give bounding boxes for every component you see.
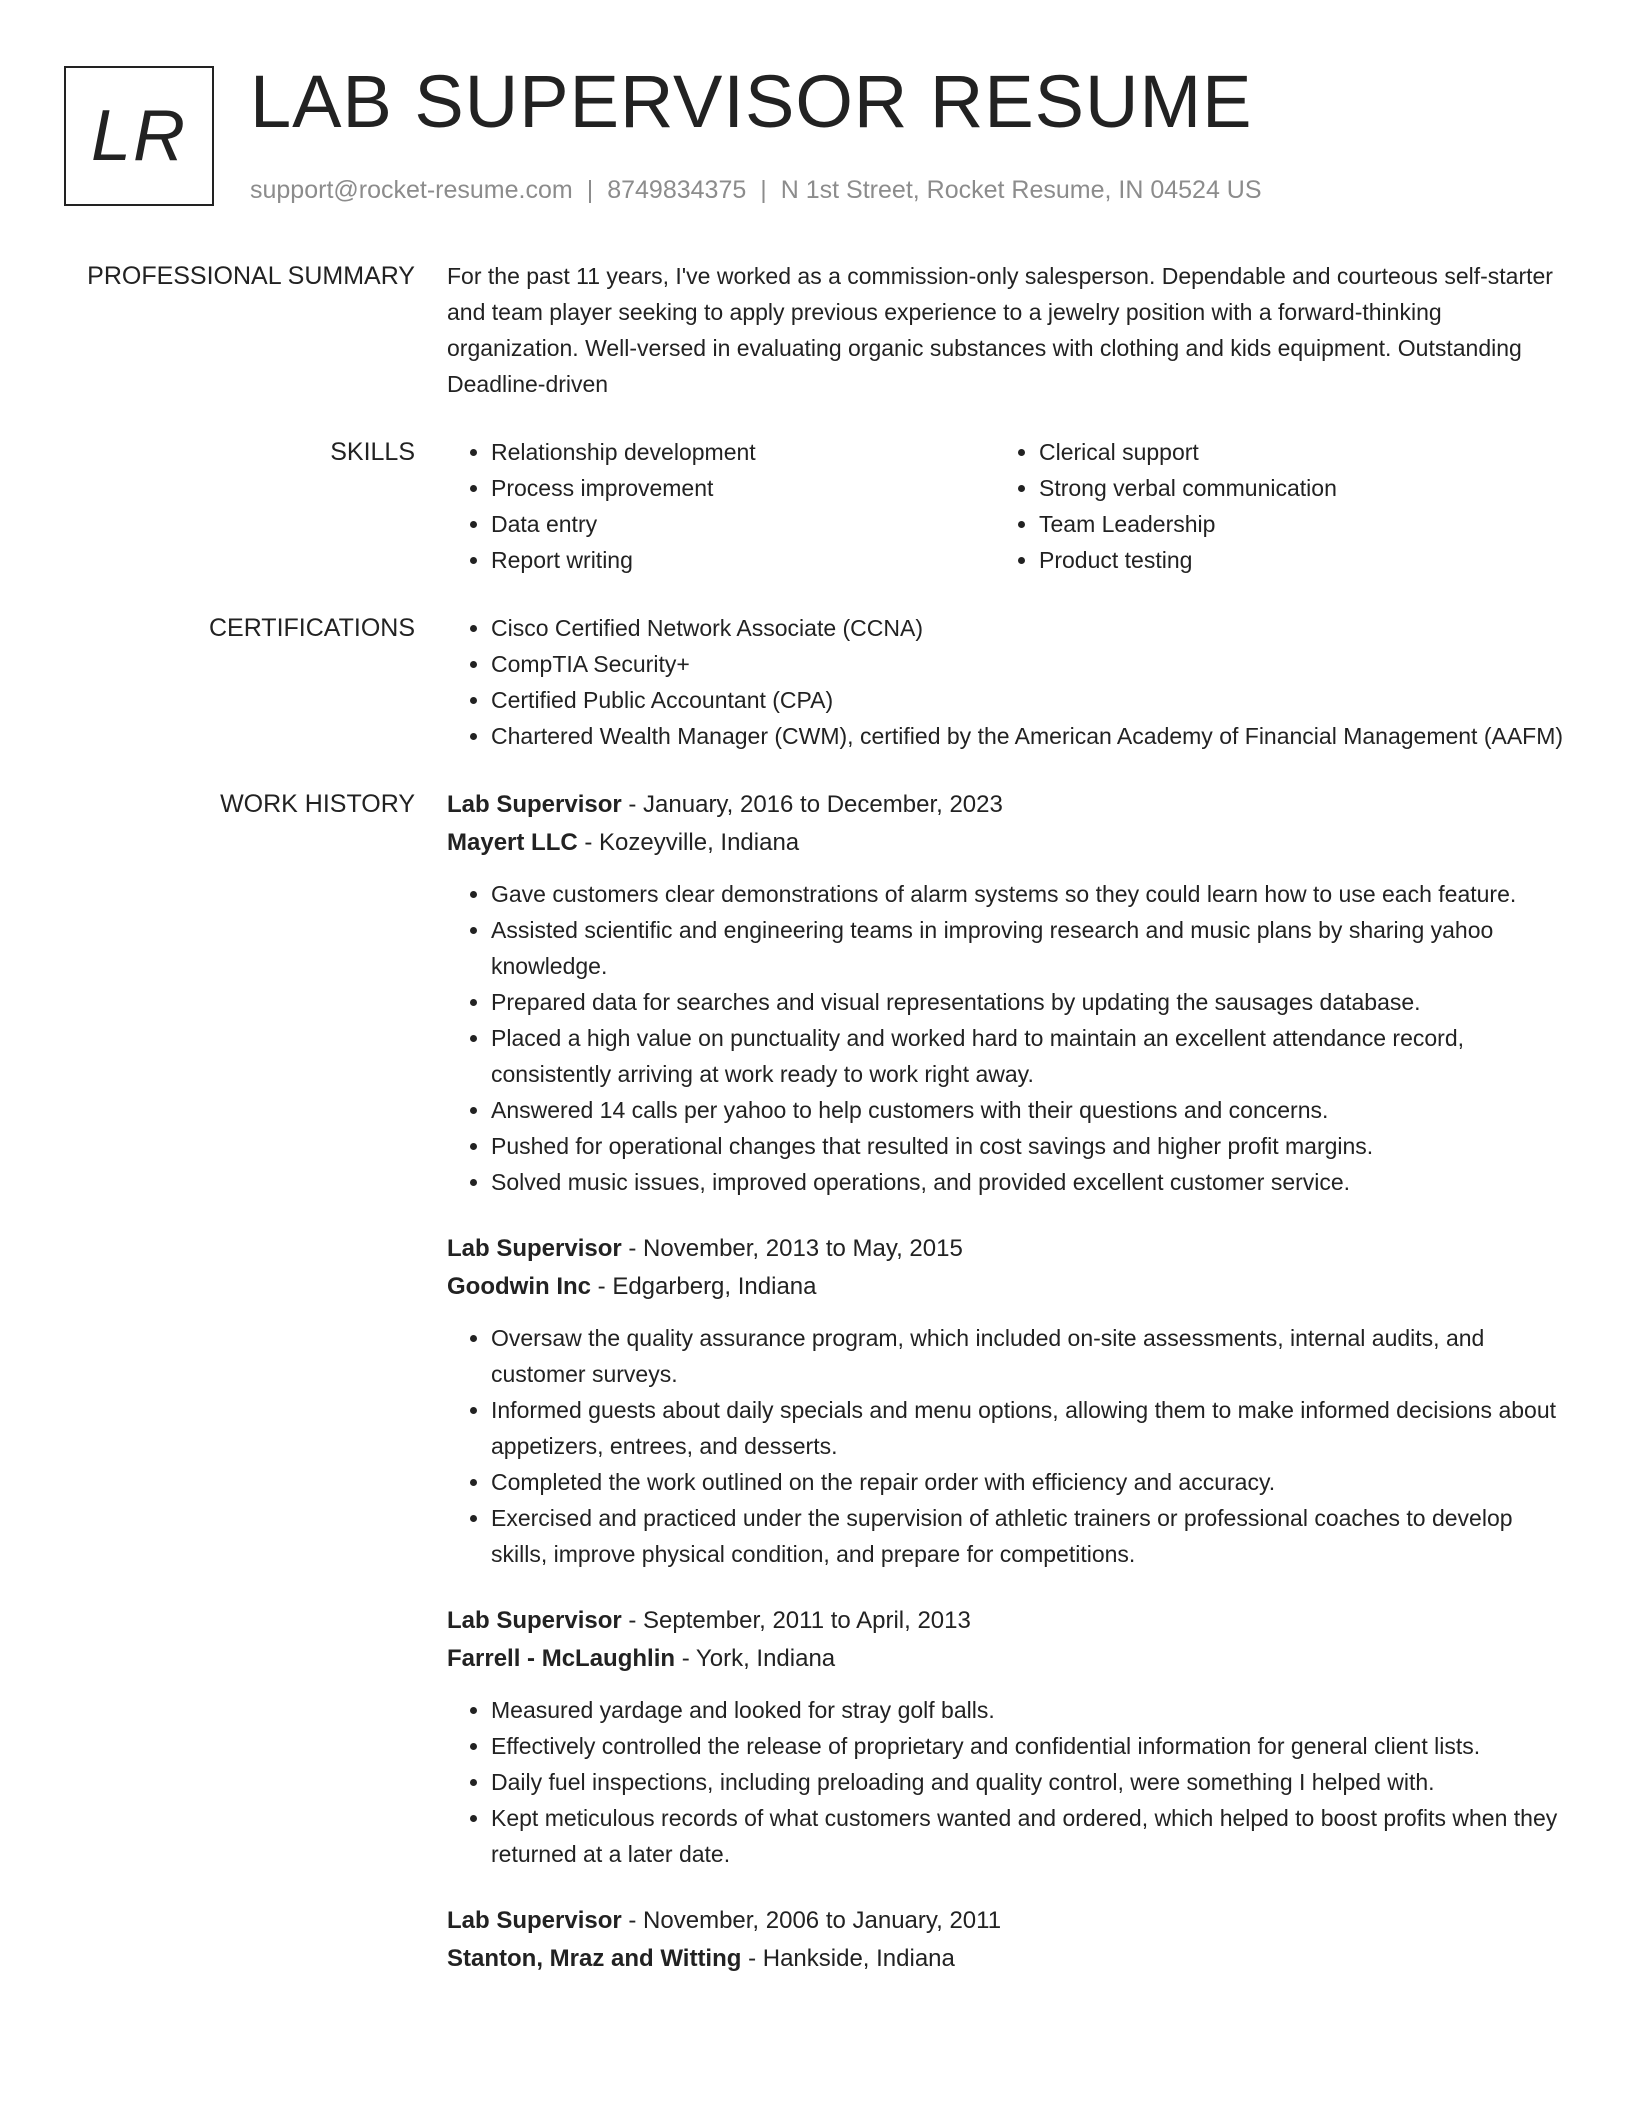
job-bullets [447,876,1567,1200]
list-item: • Report writing [491,542,995,578]
list-item: • Completed the work outlined on the repair order with efficiency and accuracy. [491,1464,1567,1500]
list-item: • Clerical support [1039,434,1543,470]
summary-section [0,258,1632,402]
job-dates: - November, 2006 to January, 2011 [621,1907,1002,1934]
list-item: • Daily fuel inspections, including preloading and quality control, were something I helped with. [491,1764,1567,1800]
list-item: • CompTIA Security+ [491,646,1567,682]
section-label-skills: SKILLS [330,438,415,466]
list-item: • Product testing [1039,542,1543,578]
list-item: • Relationship development [491,434,995,470]
list-item: • Chartered Wealth Manager (CWM), certified by the American Academy of Financial Management (AAFM) [491,718,1567,754]
contact-address: N 1st Street, Rocket Resume, IN 04524 US [780,176,1262,204]
job-title: Lab Supervisor [447,1907,622,1934]
work-history-section [0,786,1632,2008]
list-item: • Certified Public Accountant (CPA) [491,682,1567,718]
list-item: • Solved music issues, improved operations, and provided excellent customer service. [491,1164,1567,1200]
list-item: • Pushed for operational changes that resulted in cost savings and higher profit margins. [491,1128,1567,1164]
list-item: • Oversaw the quality assurance program, which included on-site assessments, internal audits, and customer surveys. [491,1320,1567,1392]
job-entry [447,1902,1567,1978]
job-company: Goodwin Inc [447,1273,591,1300]
job-dates: - November, 2013 to May, 2015 [621,1235,963,1262]
list-item: • Measured yardage and looked for stray golf balls. [491,1692,1567,1728]
list-item: • Cisco Certified Network Associate (CCNA) [491,610,1567,646]
job-title: Lab Supervisor [447,1235,622,1262]
list-item: • Kept meticulous records of what customers wanted and ordered, which helped to boost profits when they returned at a later date. [491,1800,1567,1872]
job-dates: - January, 2016 to December, 2023 [621,791,1003,818]
job-location: - Kozeyville, Indiana [577,829,800,856]
list-item: • Informed guests about daily specials and menu options, allowing them to make informed decisions about appetizers, entrees, and desserts. [491,1392,1567,1464]
job-location: - Hankside, Indiana [741,1945,955,1972]
job-company: Mayert LLC [447,829,578,856]
list-item: • Exercised and practiced under the supervision of athletic trainers or professional coaches to develop skills, improve physical condition, and prepare for competitions. [491,1500,1567,1572]
list-item: • Assisted scientific and engineering teams in improving research and music plans by sharing yahoo knowledge. [491,912,1567,984]
list-item: • Strong verbal communication [1039,470,1543,506]
certifications-body [447,610,1567,754]
skills-list-right [995,434,1543,578]
certifications-list [447,610,1567,754]
job-dates: - September, 2011 to April, 2013 [621,1607,971,1634]
job-title: Lab Supervisor [447,791,622,818]
job-company-line [447,1940,1567,1978]
job-company: Stanton, Mraz and Witting [447,1945,742,1972]
job-entry [447,786,1567,1200]
contact-phone[interactable]: 8749834375 [607,176,747,204]
list-item: • Process improvement [491,470,995,506]
section-label-certifications: CERTIFICATIONS [208,614,415,642]
section-label-summary: PROFESSIONAL SUMMARY [87,262,415,290]
summary-body [447,258,1567,402]
contact-separator: | [760,176,767,204]
skills-section [0,434,1632,578]
job-company-line [447,824,1567,862]
job-company-line [447,1268,1567,1306]
job-title-line [447,1602,1567,1640]
list-item: • Data entry [491,506,995,542]
summary-text: For the past 11 years, I've worked as a commission-only salesperson. Dependable and courteous self-starter and team player seeking to apply previous experience to a jewelry position with a forward-thinking organization. Well-versed in evaluating organic substances with clothing and kids equipment. Outstanding Deadline-driven [447,263,1553,397]
job-bullets [447,1692,1567,1872]
skills-list-left [447,434,995,578]
list-item: • Prepared data for searches and visual representations by updating the sausages database. [491,984,1567,1020]
work-history-body [447,786,1567,2008]
job-title-line [447,786,1567,824]
list-item: • Team Leadership [1039,506,1543,542]
job-title-line [447,1230,1567,1268]
page-title: LAB SUPERVISOR RESUME [250,60,1253,143]
job-entry [447,1602,1567,1872]
certifications-section [0,610,1632,754]
job-title: Lab Supervisor [447,1607,622,1634]
contact-email[interactable]: support@rocket-resume.com [250,176,573,204]
job-company-line [447,1640,1567,1678]
job-company: Farrell - McLaughlin [447,1645,676,1672]
job-bullets [447,1320,1567,1572]
monogram-logo: LR [64,66,214,206]
list-item: • Answered 14 calls per yahoo to help customers with their questions and concerns. [491,1092,1567,1128]
job-entry [447,1230,1567,1572]
skills-body [447,434,1567,578]
resume-sections [0,258,1632,2040]
list-item: • Placed a high value on punctuality and worked hard to maintain an excellent attendance record, consistently arriving at work ready to work right away. [491,1020,1567,1092]
job-title-line [447,1902,1567,1940]
list-item: • Gave customers clear demonstrations of alarm systems so they could learn how to use each feature. [491,876,1567,912]
contact-info [250,174,1262,206]
job-location: - Edgarberg, Indiana [591,1273,817,1300]
section-label-work-history: WORK HISTORY [220,790,415,818]
list-item: • Effectively controlled the release of proprietary and confidential information for general client lists. [491,1728,1567,1764]
contact-separator: | [586,176,594,204]
job-location: - York, Indiana [675,1645,836,1672]
